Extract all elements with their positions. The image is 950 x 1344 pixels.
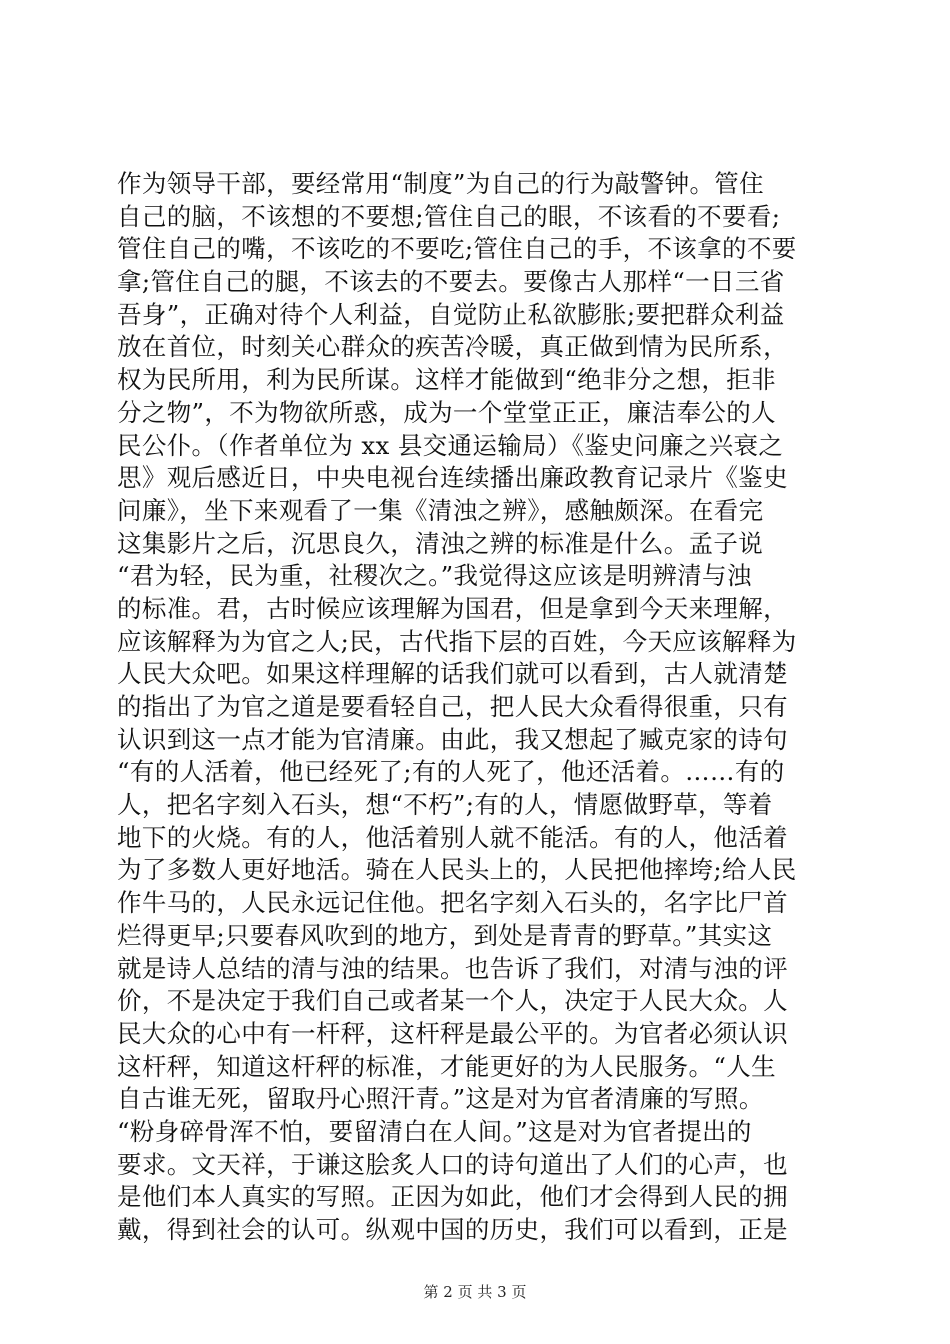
text-line: 管住自己的嘴，不该吃的不要吃;管住自己的手，不该拿的不要: [117, 234, 797, 264]
text-line: “有的人活着，他已经死了;有的人死了，他还活着。……有的: [117, 757, 785, 787]
text-line: 地下的火烧。有的人，他活着别人就不能活。有的人，他活着: [117, 822, 788, 852]
text-line: 为了多数人更好地活。骑在人民头上的，人民把他摔垮;给人民: [117, 855, 797, 885]
text-line: 民公仆。（作者单位为 xx 县交通运输局）《鉴史问廉之兴衰之: [117, 430, 784, 460]
text-line: 人民大众吧。如果这样理解的话我们就可以看到，古人就清楚: [117, 659, 788, 689]
text-line: 的标准。君，古时候应该理解为国君，但是拿到今天来理解，: [117, 593, 788, 623]
text-line: 这杆秤，知道这杆秤的标准，才能更好的为人民服务。“人生: [117, 1051, 776, 1081]
text-line: 民大众的心中有一杆秤，这杆秤是最公平的。为官者必须认识: [117, 1018, 788, 1048]
text-line: 权为民所用，利为民所谋。这样才能做到“绝非分之想，拒非: [117, 365, 776, 395]
text-line: 就是诗人总结的清与浊的结果。也告诉了我们，对清与浊的评: [117, 953, 788, 983]
text-line: 烂得更早;只要春风吹到的地方，到处是青青的野草。”其实这: [117, 920, 773, 950]
text-line: 分之物”，不为物欲所惑，成为一个堂堂正正，廉洁奉公的人: [117, 397, 776, 427]
text-line: 认识到这一点才能为官清廉。由此，我又想起了臧克家的诗句: [117, 724, 788, 754]
text-line: 应该解释为为官之人;民，古代指下层的百姓，今天应该解释为: [117, 626, 797, 656]
text-line: 价，不是决定于我们自己或者某一个人，决定于人民大众。人: [117, 986, 788, 1016]
text-line: 人，把名字刻入石头，想“不朽”;有的人，情愿做野草，等着: [117, 790, 773, 820]
page-footer: [0, 1282, 950, 1302]
text-line: 作为领导干部，要经常用“制度”为自己的行为敲警钟。管住: [117, 169, 764, 198]
text-line: 是他们本人真实的写照。正因为如此，他们才会得到人民的拥: [117, 1182, 788, 1212]
text-line: “君为轻，民为重，社稷次之。”我觉得这应该是明辨清与浊: [117, 561, 752, 591]
text-line: 戴，得到社会的认可。纵观中国的历史，我们可以看到，正是: [117, 1215, 788, 1244]
text-line: “粉身碎骨浑不怕，要留清白在人间。”这是对为官者提出的: [117, 1116, 752, 1146]
text-line: 吾身”，正确对待个人利益，自觉防止私欲膨胀;要把群众利益: [117, 299, 785, 329]
text-line: 这集影片之后，沉思良久，清浊之辨的标准是什么。孟子说: [117, 528, 764, 558]
text-line: 要求。文天祥，于谦这脍炙人口的诗句道出了人们的心声，也: [117, 1149, 788, 1179]
text-line: 放在首位，时刻关心群众的疾苦冷暖，真正做到情为民所系，: [117, 332, 788, 362]
text-line: 自己的脑，不该想的不要想;管住自己的眼，不该看的不要看;: [117, 201, 781, 231]
text-line: 问廉》，坐下来观看了一集《清浊之辨》，感触颇深。在看完: [117, 495, 764, 525]
text-line: 作牛马的，人民永远记住他。把名字刻入石头的，名字比尸首: [117, 888, 788, 918]
body-text: [117, 168, 831, 1247]
text-line: 的指出了为官之道是要看轻自己，把人民大众看得很重，只有: [117, 692, 788, 721]
text-line: 思》观后感近日，中央电视台连续播出廉政教育记录片《鉴史: [117, 463, 788, 493]
text-line: 拿;管住自己的腿，不该去的不要去。要像古人那样“一日三省: [117, 267, 785, 297]
page-number-label: 第 2 页 共 3 页: [423, 1283, 527, 1301]
text-line: 自古谁无死，留取丹心照汗青。”这是对为官者清廉的写照。: [117, 1084, 764, 1114]
